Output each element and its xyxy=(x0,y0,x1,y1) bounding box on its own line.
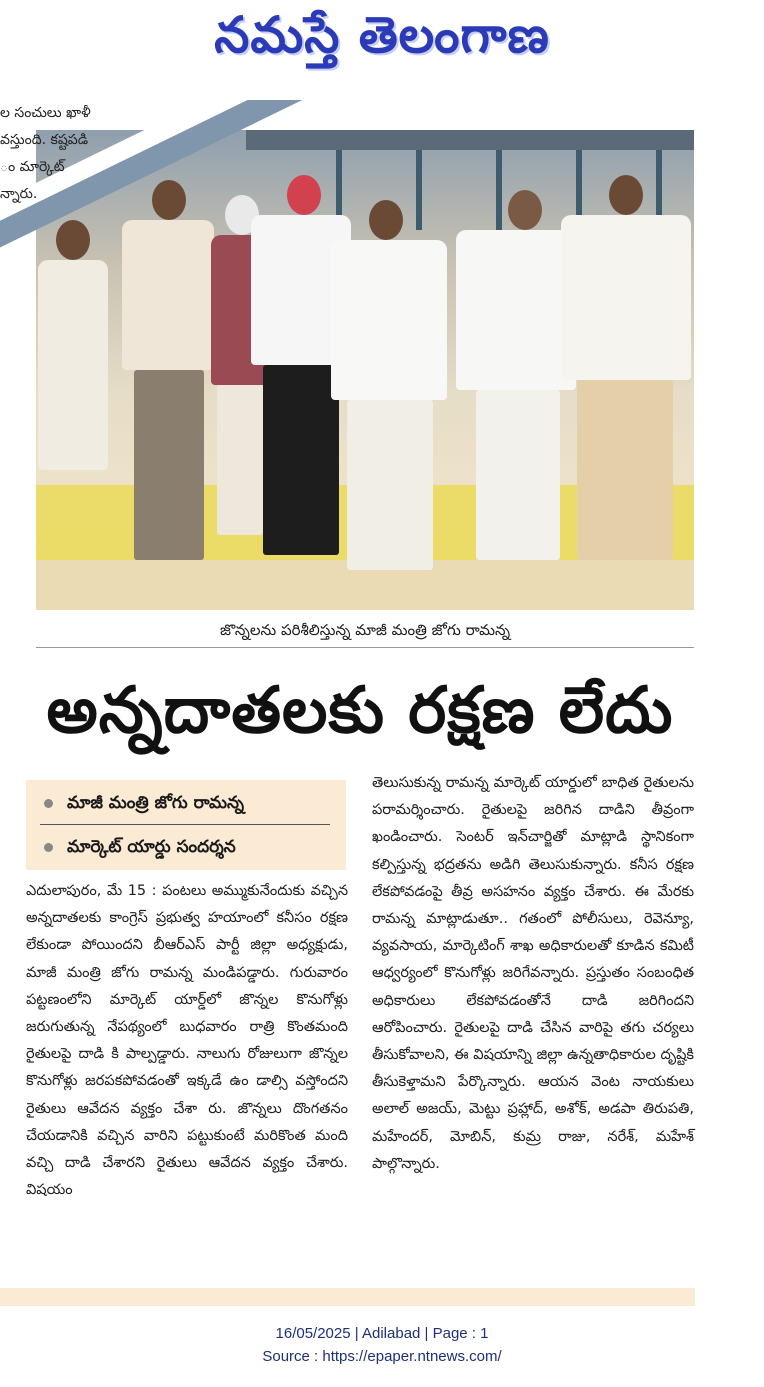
snippet-line: న్నారు. xyxy=(0,186,38,202)
snippet-line: ం మార్కెట్ xyxy=(0,159,65,175)
photo-shed-post xyxy=(496,150,502,230)
bullet-icon xyxy=(44,799,53,808)
kicker-text: మాజీ మంత్రి జోగు రామన్న xyxy=(67,793,244,813)
snippet-line: వస్తుంది. కష్టపడి xyxy=(0,132,89,148)
article-kickers xyxy=(26,780,346,870)
masthead-title: నమస్తే తెలంగాణ xyxy=(214,6,550,64)
article-paragraph: తెలుసుకున్న రామన్న మార్కెట్ యార్డులో బాధిత రైతులను పరామర్శించారు. రైతులపై జరిగిన దాడిని తీవ్రంగా ఖండించారు. సెంటర్ ఇన్‌చార్జితో మాట్లాడి స్థానికంగా కల్పిస్తున్న భద్రతను అడిగి తెలుసుకున్నారు. కనీస రక్షణ లేకపోవడంపై తీవ్ర అసహనం వ్యక్తం చేశారు. ఈ మేరకు రామన్న మాట్లాడుతూ.. గతంలో పోలీసులు, రెవెన్యూ, వ్యవసాయ, మార్కెటింగ్ శాఖ అధికారులతో కూడిన కమిటీ ఆధ్వర్యంలో కొనుగోళ్లు జరిగేవన్నారు. ప్రస్తుతం సంబంధిత అధికారులు లేకపోవడంతోనే దాడి జరిగిందని ఆరోపించారు. రైతులపై దాడి చేసిన వారిపై తగు చర్యలు తీసుకోవాలని, ఈ విషయాన్ని జిల్లా ఉన్నతాధికారుల దృష్టికి తీసుకెళ్తామని పేర్కొన్నారు. ఆయన వెంట నాయకులు అలాల్ అజయ్, మెట్టు ప్రహ్లాద్, అశోక్, అడపా తిరుపతి, మహేందర్, మోబిన్, కుమ్ర రాజు, నరేశ్, మహేశ్ పాల్గొన్నారు. xyxy=(372,775,694,1172)
article-bottom-band xyxy=(0,1288,695,1306)
photo-shed-roof xyxy=(246,130,694,150)
photo-caption: జొన్నలను పరిశీలిస్తున్న మాజీ మంత్రి జోగు రామన్న xyxy=(36,617,694,648)
photo-shed-post xyxy=(416,150,422,230)
continued-text-snippet xyxy=(0,100,140,208)
article-paragraph: ఎదులాపురం, మే 15 : పంటలు అమ్ముకునేందుకు వచ్చిన అన్నదాతలకు కాంగ్రెస్ ప్రభుత్వ హయాంలో కనీసం రక్షణ లేకుండా పోయిందని బీఆర్ఎస్ పార్టీ జిల్లా అధ్యక్షుడు, మాజీ మంత్రి జోగు రామన్న మండిపడ్డారు. గురువారం పట్టణంలోని మార్కెట్ యార్డ్‌లో జొన్నల కొనుగోళ్లు జరుగుతున్న నేపథ్యంలో బుధవారం రాత్రి కొంతమంది రైతులపై దాడి కి పాల్పడ్డారు. నాలుగు రోజులుగా జొన్నల కొనుగోళ్లు జరపకపోవడంతో ఇక్కడే ఉం డాల్సి వస్తోందని రైతులు ఆవేదన వ్యక్తం చేశా రు. జొన్నలు దొంగతనం చేయడానికి వచ్చిన వారిని పట్టుకుంటే మరికొంత మంది వచ్చి దాడి చేశారని రైతులు ఆవేదన వ్యక్తం చేశారు. విషయం xyxy=(26,883,348,1199)
article-column-2 xyxy=(372,770,694,1178)
kicker-item xyxy=(44,827,236,867)
epaper-footer xyxy=(0,1322,764,1368)
masthead-logo xyxy=(0,0,764,80)
bullet-icon xyxy=(44,843,53,852)
footer-date-edition: 16/05/2025 | Adilabad | Page : 1 xyxy=(275,1325,489,1342)
footer-source: Source : https://epaper.ntnews.com/ xyxy=(262,1348,502,1365)
article-column-1 xyxy=(26,878,348,1204)
article-headline: అన్నదాతలకు రక్షణ లేదు xyxy=(46,674,674,748)
kicker-item xyxy=(44,783,244,823)
kicker-text: మార్కెట్ యార్డు సందర్శన xyxy=(67,837,236,857)
snippet-line: ల సంచులు ఖాళీ xyxy=(0,105,91,121)
kicker-divider xyxy=(40,824,330,825)
